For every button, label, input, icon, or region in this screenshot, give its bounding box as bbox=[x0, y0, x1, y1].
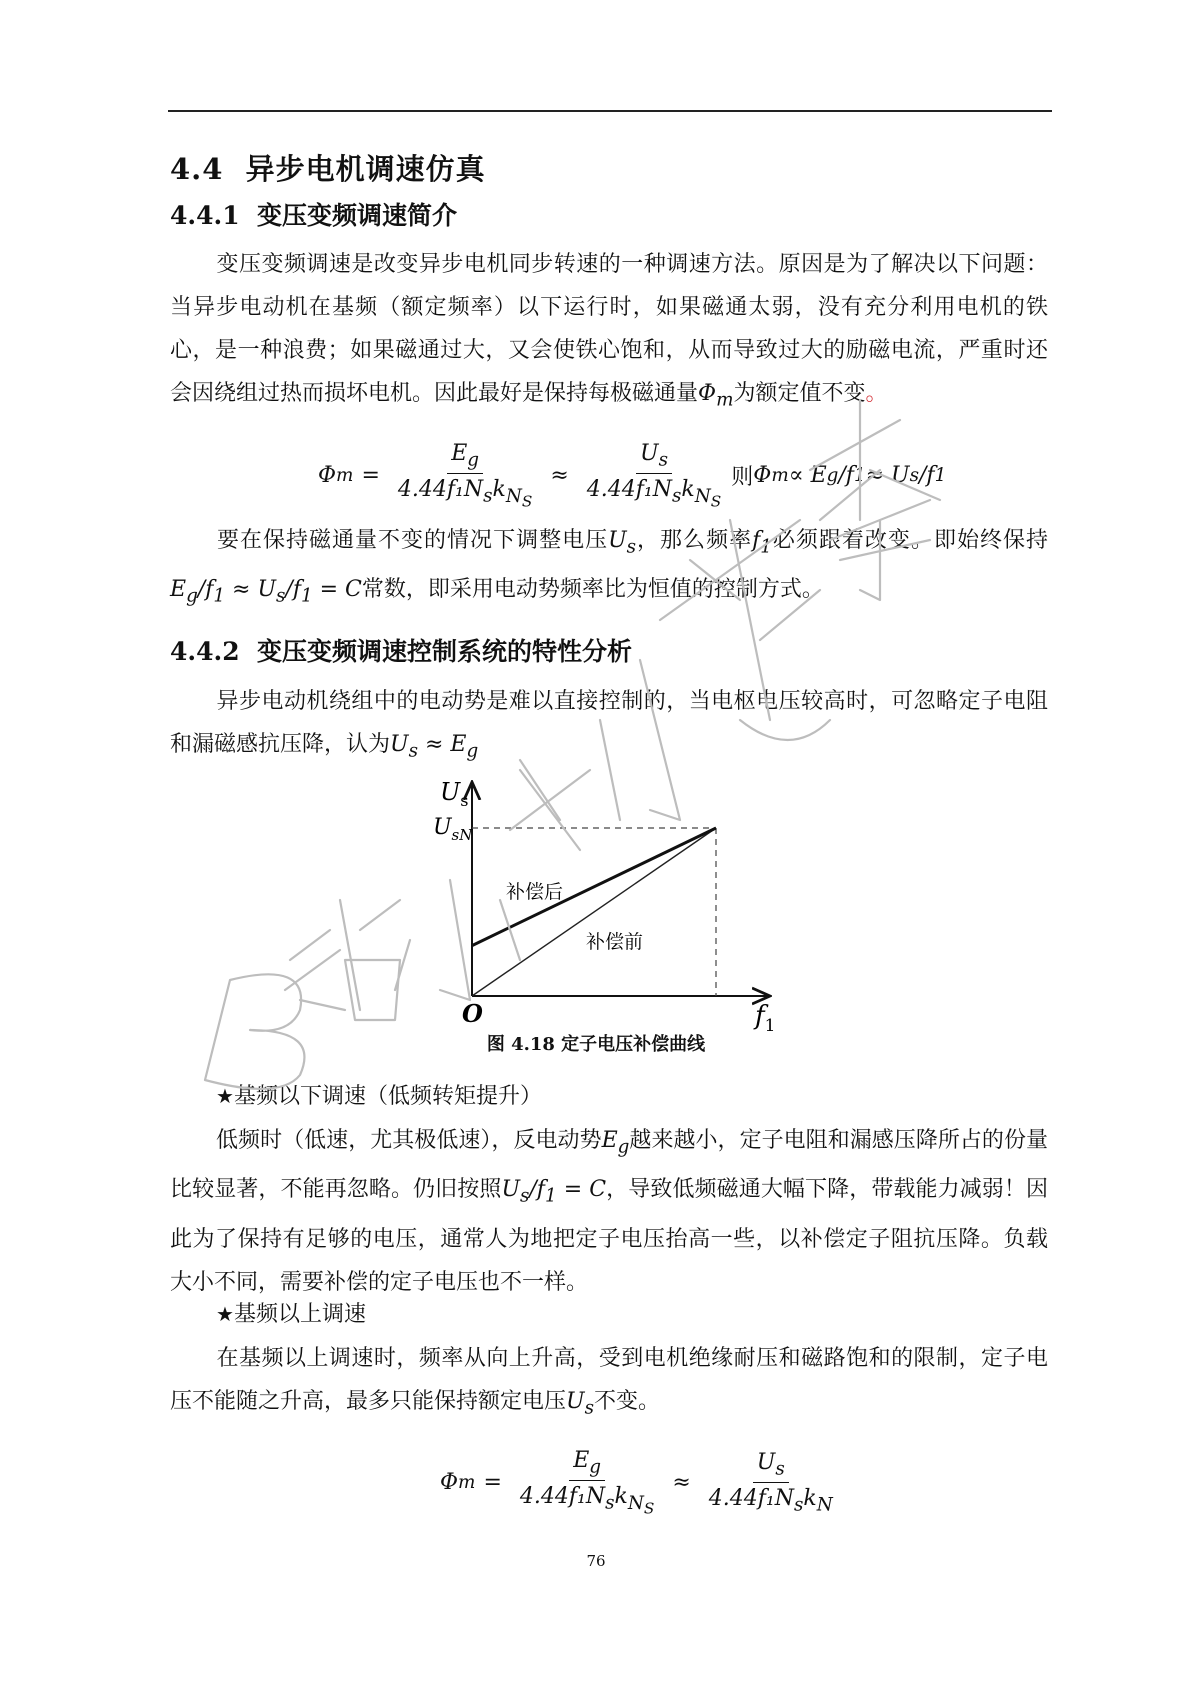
paragraph-emf: 异步电动机绕组中的电动势是难以直接控制的，当电枢电压较高时，可忽略定子电阻和漏磁感抗压降，认为$U_s \approx E_g$ bbox=[170, 689, 1048, 762]
y-mark-label: $U_{sN}$ bbox=[433, 815, 473, 844]
curve-before-compensation bbox=[472, 828, 716, 996]
page-number: 76 bbox=[586, 1552, 606, 1570]
heading-above-base: ★基频以上调速 bbox=[216, 1302, 366, 1327]
paragraph-above-base: 在基频以上调速时，频率从向上升高，受到电机绝缘耐压和磁路饱和的限制，定子电压不能随之升高，最多只能保持额定电压$U_s$不变。 bbox=[170, 1346, 1048, 1419]
section-heading: 4.4 异步电机调速仿真 bbox=[170, 152, 486, 186]
origin-label: O bbox=[462, 999, 483, 1028]
x-axis-label: $f_1$ bbox=[755, 1001, 776, 1036]
paragraph-intro: 变压变频调速是改变异步电机同步转速的一种调速方法。原因是为了解决以下问题：当异步电动机在基频（额定频率）以下运行时，如果磁通太弱，没有充分利用电机的铁心，是一种浪费；如果磁通过大，又会使铁心饱和，从而导致过大的励磁电流，严重时还会因绕组过热而损坏电机。因此最好是保持每极磁通量$\Phi_m$为额定值不变。 bbox=[170, 252, 1048, 411]
label-before: 补偿前 bbox=[586, 931, 644, 953]
y-axis-label: $U_s$ bbox=[440, 778, 469, 810]
equation-flux-ratio: Φ m = $\frac{E_g}{4.44f_1N_sk_{N_S}}$ ≈ $\frac{U_s}{4.44f_1N_sk_{N_S}}$ 则 Φ m ∝ E g /f 1 ≈ U s /f 1 bbox=[318, 441, 947, 511]
heading-below-base: ★基频以下调速（低频转矩提升） bbox=[216, 1084, 542, 1109]
label-after: 补偿后 bbox=[506, 881, 564, 903]
subsection-heading-2: 4.4.2 变压变频调速控制系统的特性分析 bbox=[170, 637, 633, 666]
paragraph-low-frequency: 低频时（低速，尤其极低速），反电动势$E_g$越来越小，定子电阻和漏感压降所占的份量比较显著，不能再忽略。仍旧按照$U_s/f_1 = C$，导致低频磁通大幅下降，带载能力减弱！因此为了保持有足够的电压，通常人为地把定子电压抬高一些，以补偿定子阻抗压降。负载大小不同，需要补偿的定子电压也不一样。 bbox=[170, 1128, 1048, 1295]
equation-flux-above-base: Φ m = $\frac{E_g}{4.44f_1N_sk_{N_S}}$ ≈ $\frac{U_s}{4.44f_1N_sk_N}$ bbox=[440, 1448, 833, 1518]
figure-caption: 图 4.18 定子电压补偿曲线 bbox=[486, 1034, 706, 1055]
subsection-heading-1: 4.4.1 变压变频调速简介 bbox=[170, 201, 458, 230]
paragraph-adjust: 要在保持磁通量不变的情况下调整电压$U_s$，那么频率$f_1$必须跟着改变。即始终保持$E_g/f_1 \approx U_s/f_1 = C$常数，即采用电动势频率比为恒值的控制方式。 bbox=[170, 528, 1048, 607]
